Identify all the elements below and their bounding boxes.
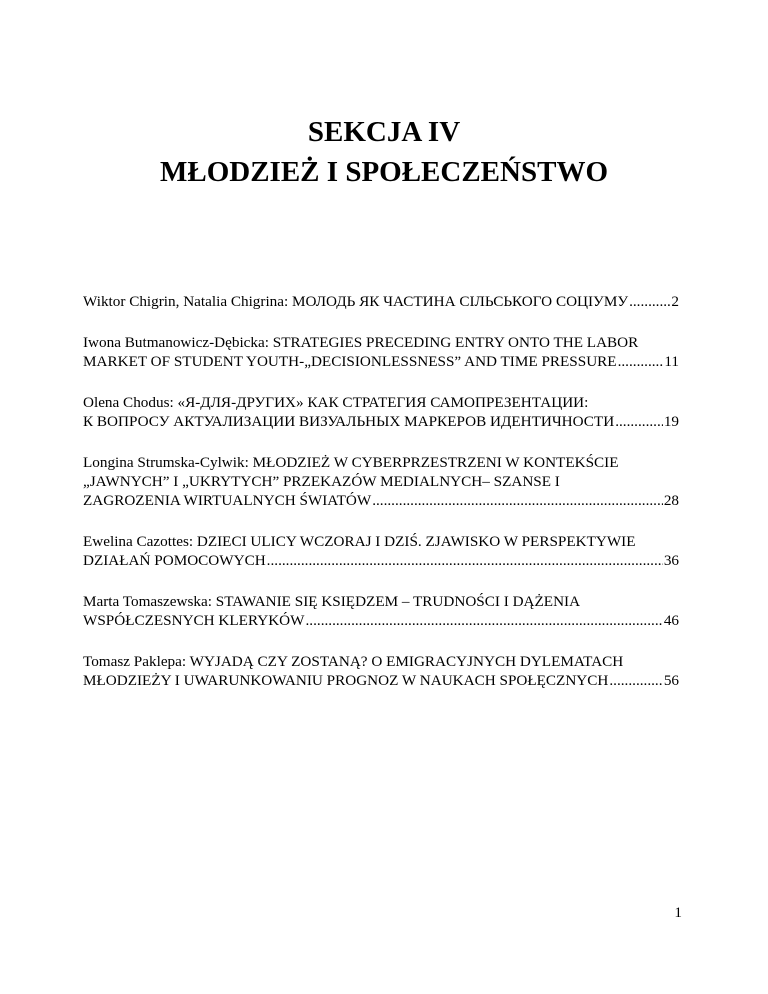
toc-entry-line: „JAWNYCH” I „UKRYTYCH” PRZEKAZÓW MEDIALNYCH– SZANSE I	[83, 473, 560, 490]
toc-entry	[83, 292, 679, 311]
toc-entry-line: Ewelina Cazottes: DZIECI ULICY WCZORAJ I DZIŚ. ZJAWISKO W PERSPEKTYWIE	[83, 533, 636, 550]
dot-leader	[629, 292, 670, 311]
page-number: 1	[674, 904, 682, 921]
toc-entry	[83, 393, 679, 431]
toc-entry-text: ZAGROZENIA WIRTUALNYCH ŚWIATÓW	[83, 492, 372, 509]
toc-entry-text: К ВОПРОСУ АКТУАЛИЗАЦИИ ВИЗУАЛЬНЫХ МАРКЕРОВ ИДЕНТИЧНОСТИ	[83, 413, 615, 430]
toc-entry	[83, 592, 679, 630]
toc-entry-line: Longina Strumska-Cylwik: MŁODZIEŻ W CYBERPRZESTRZENI W KONTEKŚCIE	[83, 454, 619, 471]
section-title	[0, 112, 768, 192]
toc-entry-text: DZIAŁAŃ POMOCOWYCH	[83, 552, 266, 569]
toc-entry	[83, 652, 679, 690]
toc-entry	[83, 532, 679, 570]
toc-entry-text: Wiktor Chigrin, Natalia Chigrina: МОЛОДЬ ЯК ЧАСТИНА СІЛЬСЬКОГО СОЦІУМУ	[83, 293, 629, 310]
section-title-line-2: MŁODZIEŻ I SPOŁECZEŃSTWO	[160, 156, 608, 188]
dot-leader	[615, 412, 663, 431]
toc-entry-last-line	[83, 352, 679, 371]
toc-entry-line: Olena Chodus: «Я-ДЛЯ-ДРУГИХ» КАК СТРАТЕГИЯ САМОПРЕЗЕНТАЦИИ:	[83, 394, 589, 411]
table-of-contents	[83, 292, 679, 712]
toc-entry-text: MARKET OF STUDENT YOUTH-„DECISIONLESSNESS” AND TIME PRESSURE	[83, 353, 617, 370]
dot-leader	[372, 491, 663, 510]
toc-entry-last-line	[83, 671, 679, 690]
dot-leader	[306, 611, 663, 630]
section-title-line-1: SEKCJA IV	[307, 116, 461, 148]
toc-entry-last-line	[83, 491, 679, 510]
toc-entry-last-line	[83, 292, 679, 311]
toc-page-number: 2	[671, 293, 679, 310]
toc-entry-last-line	[83, 551, 679, 570]
toc-page-number: 19	[663, 413, 679, 430]
dot-leader	[618, 352, 664, 371]
toc-page-number: 11	[664, 353, 679, 370]
toc-entry-line: Tomasz Paklepa: WYJADĄ CZY ZOSTANĄ? O EMIGRACYJNYCH DYLEMATACH	[83, 653, 624, 670]
toc-entry-text: MŁODZIEŻY I UWARUNKOWANIU PROGNOZ W NAUKACH SPOŁĘCZNYCH	[83, 672, 609, 689]
toc-entry-line: Marta Tomaszewska: STAWANIE SIĘ KSIĘDZEM – TRUDNOŚCI I DĄŻENIA	[83, 593, 581, 610]
toc-page-number: 56	[663, 672, 679, 689]
toc-page-number: 28	[663, 492, 679, 509]
toc-entry-text: WSPÓŁCZESNYCH KLERYKÓW	[83, 612, 305, 629]
toc-entry	[83, 453, 679, 510]
toc-page-number: 46	[663, 612, 679, 629]
dot-leader	[267, 551, 663, 570]
toc-entry-line: Iwona Butmanowicz-Dębicka: STRATEGIES PRECEDING ENTRY ONTO THE LABOR	[83, 334, 639, 351]
toc-entry	[83, 333, 679, 371]
toc-entry-last-line	[83, 611, 679, 630]
toc-page-number: 36	[663, 552, 679, 569]
toc-entry-last-line	[83, 412, 679, 431]
dot-leader	[609, 671, 662, 690]
